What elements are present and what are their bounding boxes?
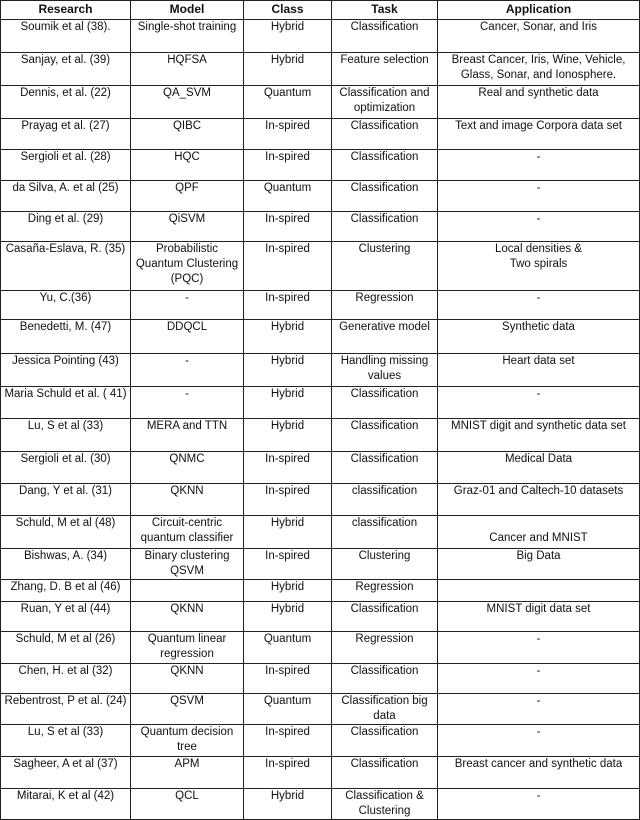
cell-research: Lu, S et al (33) xyxy=(1,419,131,452)
table-row xyxy=(1,516,640,549)
cell-research: Soumik et al (38). xyxy=(1,20,131,53)
table-row xyxy=(1,181,640,212)
cell-model: QPF xyxy=(131,181,244,212)
cell-class: Quantum xyxy=(244,86,332,119)
table-row xyxy=(1,694,640,725)
cell-model: Probabilistic Quantum Clustering (PQC) xyxy=(131,242,244,291)
cell-task: Regression xyxy=(332,632,438,664)
cell-task: Generative model xyxy=(332,320,438,354)
cell-application: - xyxy=(438,291,640,320)
cell-application: Big Data xyxy=(438,549,640,580)
cell-task: classification xyxy=(332,516,438,549)
table-row xyxy=(1,789,640,820)
header-research: Research xyxy=(1,1,131,20)
cell-application: Text and image Corpora data set xyxy=(438,119,640,150)
cell-class: In-spired xyxy=(244,119,332,150)
cell-research: da Silva, A. et al (25) xyxy=(1,181,131,212)
table-row xyxy=(1,632,640,664)
cell-model: QKNN xyxy=(131,484,244,516)
table-row xyxy=(1,242,640,291)
header-application: Application xyxy=(438,1,640,20)
cell-research: Schuld, M et al (48) xyxy=(1,516,131,549)
cell-class: In-spired xyxy=(244,549,332,580)
cell-task: Classification xyxy=(332,212,438,242)
cell-task: Classification xyxy=(332,664,438,694)
cell-class: In-spired xyxy=(244,484,332,516)
table-row xyxy=(1,484,640,516)
cell-class: In-spired xyxy=(244,242,332,291)
cell-class: Hybrid xyxy=(244,580,332,602)
cell-model: QiSVM xyxy=(131,212,244,242)
table-row xyxy=(1,452,640,484)
cell-model: QA_SVM xyxy=(131,86,244,119)
table-row xyxy=(1,354,640,387)
cell-research: Rebentrost, P et al. (24) xyxy=(1,694,131,725)
cell-application: Breast cancer and synthetic data xyxy=(438,757,640,789)
cell-application: - xyxy=(438,212,640,242)
table-row xyxy=(1,580,640,602)
cell-model xyxy=(131,580,244,602)
cell-class: Hybrid xyxy=(244,53,332,86)
cell-model: - xyxy=(131,291,244,320)
cell-model: QCL xyxy=(131,789,244,820)
cell-application: - xyxy=(438,150,640,181)
cell-application: Cancer and MNIST xyxy=(438,516,640,549)
cell-research: Ruan, Y et al (44) xyxy=(1,602,131,632)
cell-task: Handling missing values xyxy=(332,354,438,387)
cell-application: - xyxy=(438,664,640,694)
cell-application: - xyxy=(438,181,640,212)
cell-model: MERA and TTN xyxy=(131,419,244,452)
cell-model: QNMC xyxy=(131,452,244,484)
cell-research: Dang, Y et al. (31) xyxy=(1,484,131,516)
cell-application: - xyxy=(438,789,640,820)
cell-application: Real and synthetic data xyxy=(438,86,640,119)
cell-research: Sergioli et al. (28) xyxy=(1,150,131,181)
cell-model: DDQCL xyxy=(131,320,244,354)
cell-class: In-spired xyxy=(244,725,332,757)
cell-task: Feature selection xyxy=(332,53,438,86)
cell-class: Hybrid xyxy=(244,602,332,632)
cell-application: Medical Data xyxy=(438,452,640,484)
cell-research: Yu, C.(36) xyxy=(1,291,131,320)
cell-class: Hybrid xyxy=(244,419,332,452)
cell-research: Sanjay, et al. (39) xyxy=(1,53,131,86)
cell-task: Classification xyxy=(332,119,438,150)
cell-task: Classification and optimization xyxy=(332,86,438,119)
cell-model: Circuit-centric quantum classifier xyxy=(131,516,244,549)
cell-class: In-spired xyxy=(244,757,332,789)
cell-application: MNIST digit data set xyxy=(438,602,640,632)
cell-class: Hybrid xyxy=(244,20,332,53)
cell-research: Chen, H. et al (32) xyxy=(1,664,131,694)
cell-research: Ding et al. (29) xyxy=(1,212,131,242)
cell-class: In-spired xyxy=(244,452,332,484)
table-row xyxy=(1,387,640,419)
cell-model: Single-shot training xyxy=(131,20,244,53)
cell-application: Local densities & Two spirals xyxy=(438,242,640,291)
cell-task: Classification xyxy=(332,757,438,789)
cell-application: Synthetic data xyxy=(438,320,640,354)
cell-class: In-spired xyxy=(244,212,332,242)
cell-model: APM xyxy=(131,757,244,789)
cell-task: Classification xyxy=(332,452,438,484)
cell-research: Prayag et al. (27) xyxy=(1,119,131,150)
cell-task: Regression xyxy=(332,580,438,602)
table-row xyxy=(1,291,640,320)
cell-research: Sergioli et al. (30) xyxy=(1,452,131,484)
cell-class: Hybrid xyxy=(244,320,332,354)
cell-application: - xyxy=(438,725,640,757)
cell-class: In-spired xyxy=(244,291,332,320)
table-row xyxy=(1,212,640,242)
cell-research: Lu, S et al (33) xyxy=(1,725,131,757)
cell-model: Quantum linear regression xyxy=(131,632,244,664)
table-row xyxy=(1,53,640,86)
table-header-row xyxy=(1,1,640,20)
cell-application: Cancer, Sonar, and Iris xyxy=(438,20,640,53)
cell-application: Graz-01 and Caltech-10 datasets xyxy=(438,484,640,516)
cell-task: Classification xyxy=(332,419,438,452)
cell-class: Quantum xyxy=(244,632,332,664)
cell-application: Heart data set xyxy=(438,354,640,387)
cell-task: Classification & Clustering xyxy=(332,789,438,820)
cell-research: Benedetti, M. (47) xyxy=(1,320,131,354)
cell-task: Classification big data xyxy=(332,694,438,725)
cell-model: - xyxy=(131,387,244,419)
cell-task: Classification xyxy=(332,725,438,757)
cell-application: - xyxy=(438,694,640,725)
cell-model: QSVM xyxy=(131,694,244,725)
cell-application: - xyxy=(438,387,640,419)
cell-task: Classification xyxy=(332,20,438,53)
cell-model: Binary clustering QSVM xyxy=(131,549,244,580)
cell-model: QKNN xyxy=(131,664,244,694)
cell-class: In-spired xyxy=(244,150,332,181)
table-row xyxy=(1,757,640,789)
cell-research: Schuld, M et al (26) xyxy=(1,632,131,664)
table-row xyxy=(1,320,640,354)
cell-research: Sagheer, A et al (37) xyxy=(1,757,131,789)
cell-application: Breast Cancer, Iris, Wine, Vehicle, Glass, Sonar, and Ionosphere. xyxy=(438,53,640,86)
table-row xyxy=(1,419,640,452)
cell-task: Classification xyxy=(332,602,438,632)
cell-research: Casaña-Eslava, R. (35) xyxy=(1,242,131,291)
table-body xyxy=(1,20,640,820)
table-row xyxy=(1,150,640,181)
cell-research: Zhang, D. B et al (46) xyxy=(1,580,131,602)
cell-class: Quantum xyxy=(244,181,332,212)
header-class: Class xyxy=(244,1,332,20)
cell-class: In-spired xyxy=(244,664,332,694)
cell-research: Mitarai, K et al (42) xyxy=(1,789,131,820)
cell-task: Clustering xyxy=(332,242,438,291)
table-row xyxy=(1,549,640,580)
table-row xyxy=(1,119,640,150)
header-model: Model xyxy=(131,1,244,20)
cell-task: Classification xyxy=(332,181,438,212)
table-row xyxy=(1,664,640,694)
cell-research: Jessica Pointing (43) xyxy=(1,354,131,387)
cell-task: classification xyxy=(332,484,438,516)
cell-model: QIBC xyxy=(131,119,244,150)
table-row xyxy=(1,86,640,119)
table-row xyxy=(1,725,640,757)
cell-model: HQFSA xyxy=(131,53,244,86)
cell-task: Clustering xyxy=(332,549,438,580)
cell-research: Bishwas, A. (34) xyxy=(1,549,131,580)
cell-application: MNIST digit and synthetic data set xyxy=(438,419,640,452)
cell-class: Hybrid xyxy=(244,789,332,820)
table-row xyxy=(1,602,640,632)
cell-research: Dennis, et al. (22) xyxy=(1,86,131,119)
cell-model: Quantum decision tree xyxy=(131,725,244,757)
cell-model: QKNN xyxy=(131,602,244,632)
cell-application xyxy=(438,580,640,602)
cell-application: - xyxy=(438,632,640,664)
cell-task: Classification xyxy=(332,387,438,419)
header-task: Task xyxy=(332,1,438,20)
cell-class: Hybrid xyxy=(244,387,332,419)
cell-research: Maria Schuld et al. ( 41) xyxy=(1,387,131,419)
cell-class: Quantum xyxy=(244,694,332,725)
cell-class: Hybrid xyxy=(244,354,332,387)
cell-task: Classification xyxy=(332,150,438,181)
cell-task: Regression xyxy=(332,291,438,320)
cell-class: Hybrid xyxy=(244,516,332,549)
cell-model: HQC xyxy=(131,150,244,181)
cell-model: - xyxy=(131,354,244,387)
table-row xyxy=(1,20,640,53)
